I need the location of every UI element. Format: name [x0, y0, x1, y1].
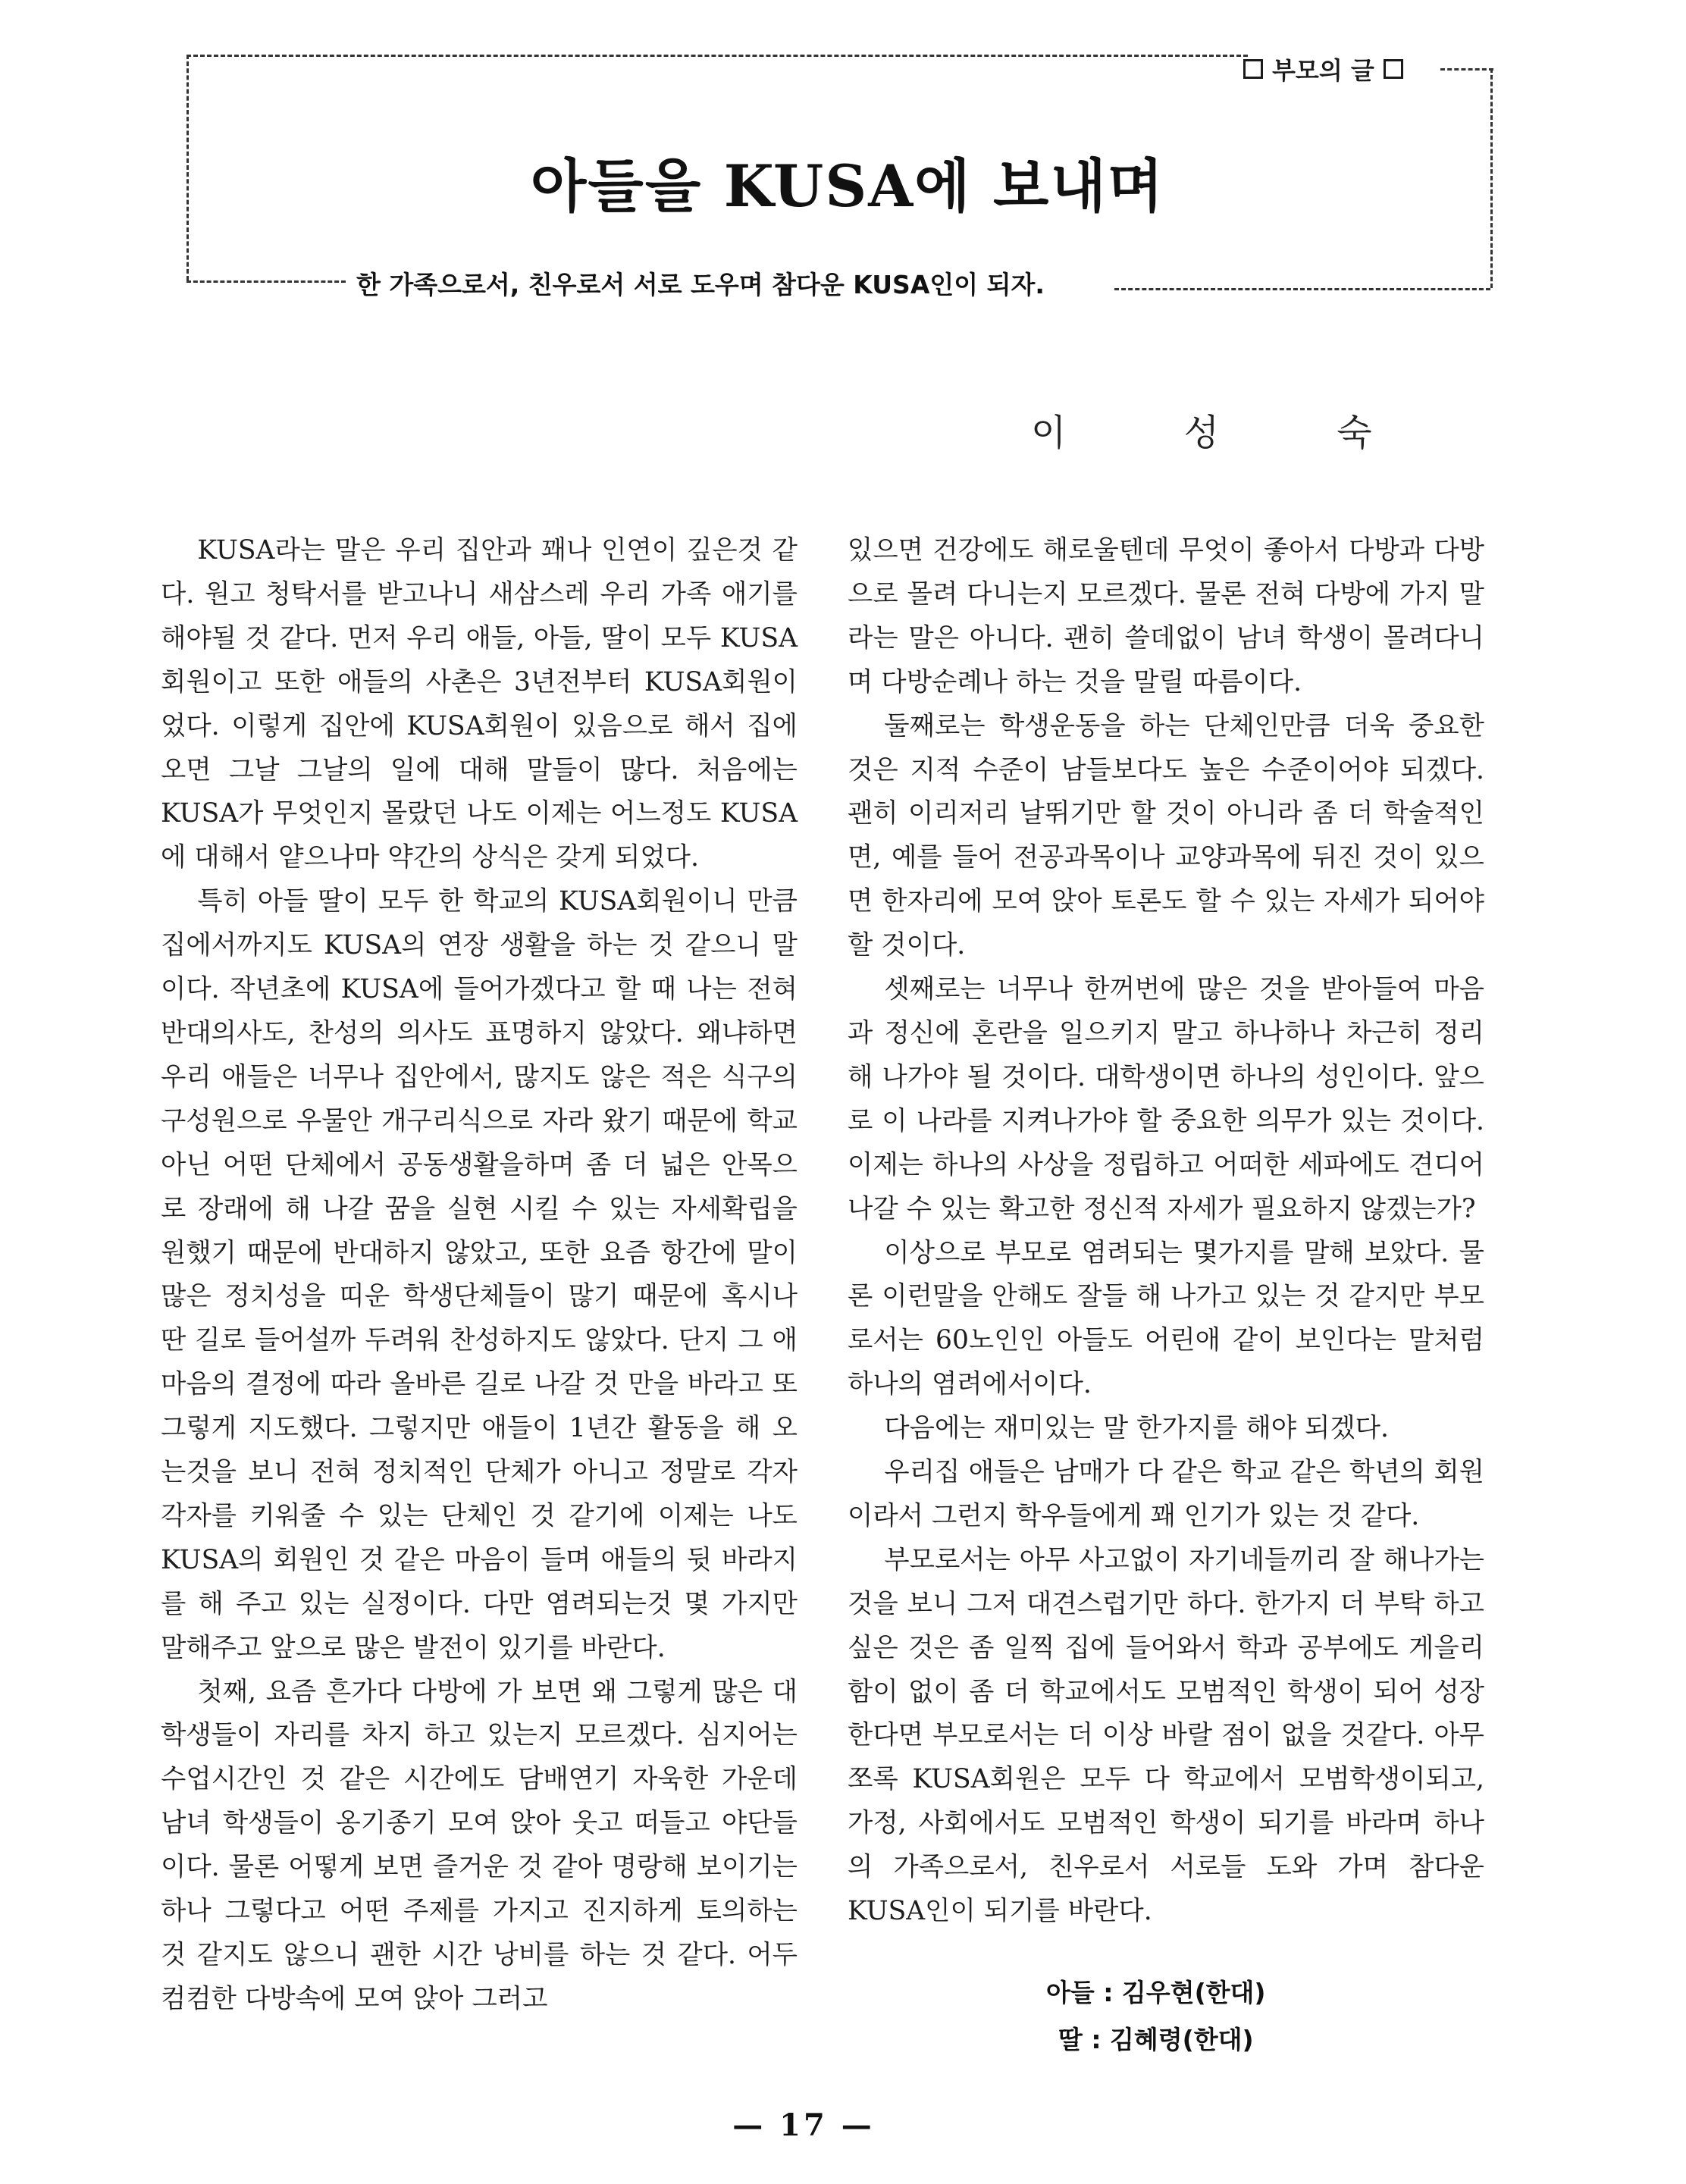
- page-number: — 17 —: [732, 2107, 875, 2143]
- paragraph: 셋째로는 너무나 한꺼번에 많은 것을 받아들여 마음과 정신에 혼란을 일으키지 말고 하나하나 차근히 정리해 나가야 될 것이다. 대학생이면 하나의 성인이다. 앞으로 이 나라를 지켜나가야 할 중요한 의무가 있는 것이다. 이제는 하나의 사상을 정립하고 어떠한 세파에도 견디어 나갈 수 있는 확고한 정신적 자세가 필요하지 않겠는가?: [848, 974, 1484, 1224]
- header-frame-top-right: [1440, 68, 1493, 71]
- section-tag-label: 부모의 글: [1272, 56, 1374, 85]
- header-frame-bottom-right: [1114, 288, 1490, 290]
- header-frame-bottom-left: [186, 280, 346, 283]
- section-tag: [1243, 52, 1403, 86]
- paragraph-continued: 있으면 건강에도 해로울텐데 무엇이 좋아서 다방과 다방으로 몰려 다니는지 모르겠다. 물론 전혀 다방에 가지 말라는 말은 아니다. 괜히 쓸데없이 남녀 학생이 몰려다니며 다방순례나 하는 것을 말릴 따름이다.: [848, 535, 1484, 697]
- article-subtitle: 한 가족으로서, 친우로서 서로 도우며 참다운 KUSA인이 되자.: [356, 270, 1045, 299]
- article-column-left: [161, 529, 798, 2022]
- signature-daughter: 딸 : 김혜령(한대): [1058, 2025, 1254, 2054]
- square-icon: [1243, 59, 1263, 79]
- paragraph: 특히 아들 딸이 모두 한 학교의 KUSA회원이니 만큼 집에서까지도 KUSA의 연장 생활을 하는 것 같으니 말이다. 작년초에 KUSA에 들어가겠다고 할 때 나는 전혀 반대의사도, 찬성의 의사도 표명하지 않았다. 왜냐하면 우리 애들은 너무나 집안에서, 많지도 않은 적은 식구의 구성원으로 우물안 개구리식으로 자라 왔기 때문에 학교 아닌 어떤 단체에서 공동생활을하며 좀 더 넓은 안목으로 장래에 해 나갈 꿈을 실현 시킬 수 있는 자세확립을 원했기 때문에 반대하지 않았고, 또한 요즘 항간에 말이 많은 정치성을 띠운 학생단체들이 많기 때문에 혹시나 딴 길로 들어설까 두려워 찬성하지도 않았다. 단지 그 애 마음의 결정에 따라 올바른 길로 나갈 것 만을 바라고 또 그렇게 지도했다. 그렇지만 애들이 1년간 활동을 해 오는것을 보니 전혀 정치적인 단체가 아니고 정말로 각자 각자를 키워줄 수 있는 단체인 것 같기에 이제는 나도 KUSA의 회원인 것 같은 마음이 들며 애들의 뒷 바라지를 해 주고 있는 실정이다. 다만 염려되는것 몇 가지만 말해주고 앞으로 많은 발전이 있기를 바란다.: [161, 886, 798, 1663]
- article-title: 아들을 KUSA에 보내며: [531, 152, 1165, 220]
- paragraph: 둘째로는 학생운동을 하는 단체인만큼 더욱 중요한 것은 지적 수준이 남들보다도 높은 수준이어야 되겠다. 괜히 이리저리 날뛰기만 할 것이 아니라 좀 더 학술적인 면, 예를 들어 전공과목이나 교양과목에 뒤진 것이 있으면 한자리에 모여 앉아 토론도 할 수 있는 자세가 되어야 할 것이다.: [848, 710, 1484, 961]
- signature-son: 아들 : 김우현(한대): [1046, 1978, 1266, 2007]
- paragraph: 다음에는 재미있는 말 한가지를 해야 되겠다.: [884, 1413, 1389, 1444]
- header-frame-top: [186, 55, 1248, 57]
- article-column-right: [848, 529, 1484, 1934]
- paragraph: 부모로서는 아무 사고없이 자기네들끼리 잘 해나가는 것을 보니 그저 대견스럽기만 하다. 한가지 더 부탁 하고 싶은 것은 좀 일찍 집에 들어와서 학과 공부에도 게을리 함이 없이 좀 더 학교에서도 모범적인 학생이 되어 성장한다면 부모로서는 더 이상 바랄 점이 없을 것같다. 아무쪼록 KUSA회원은 모두 다 학교에서 모범학생이되고, 가정, 사회에서도 모범적인 학생이 되기를 바라며 하나의 가족으로서, 친우로서 서로들 도와 가며 참다운 KUSA인이 되기를 바란다.: [848, 1544, 1484, 1927]
- square-icon: [1384, 59, 1403, 79]
- paragraph: 우리집 애들은 남매가 다 같은 학교 같은 학년의 회원이라서 그런지 학우들에게 꽤 인기가 있는 것 같다.: [848, 1457, 1484, 1531]
- paragraph: KUSA라는 말은 우리 집안과 꽤나 인연이 깊은것 같다. 원고 청탁서를 받고나니 새삼스레 우리 가족 애기를 해야될 것 같다. 먼저 우리 애들, 아들, 딸이 모두 KUSA회원이고 또한 애들의 사촌은 3년전부터 KUSA회원이었다. 이렇게 집안에 KUSA회원이 있음으로 해서 집에 오면 그날 그날의 일에 대해 말들이 많다. 처음에는 KUSA가 무엇인지 몰랐던 나도 이제는 어느정도 KUSA에 대해서 얕으나마 약간의 상식은 갖게 되었다.: [161, 535, 798, 873]
- paragraph: 이상으로 부모로 염려되는 몇가지를 말해 보았다. 물론 이런말을 안해도 잘들 해 나가고 있는 것 같지만 부모로서는 60노인인 아들도 어린애 같이 보인다는 말처럼 하나의 염려에서이다.: [848, 1237, 1484, 1400]
- paragraph: 첫째, 요즘 흔가다 다방에 가 보면 왜 그렇게 많은 대학생들이 자리를 차지 하고 있는지 모르겠다. 심지어는 수업시간인 것 같은 시간에도 담배연기 자욱한 가운데 남녀 학생들이 옹기종기 모여 앉아 웃고 떠들고 야단들이다. 물론 어떻게 보면 즐거운 것 같아 명랑해 보이기는 하나 그렇다고 어떤 주제를 가지고 진지하게 토의하는 것 같지도 않으니 괜한 시간 낭비를 하는 것 같다. 어두컴컴한 다방속에 모여 앉아 그러고: [161, 1676, 798, 2014]
- article-author: 이 성 숙: [1031, 412, 1425, 454]
- header-frame-right: [1490, 68, 1493, 288]
- header-frame-left: [186, 55, 189, 280]
